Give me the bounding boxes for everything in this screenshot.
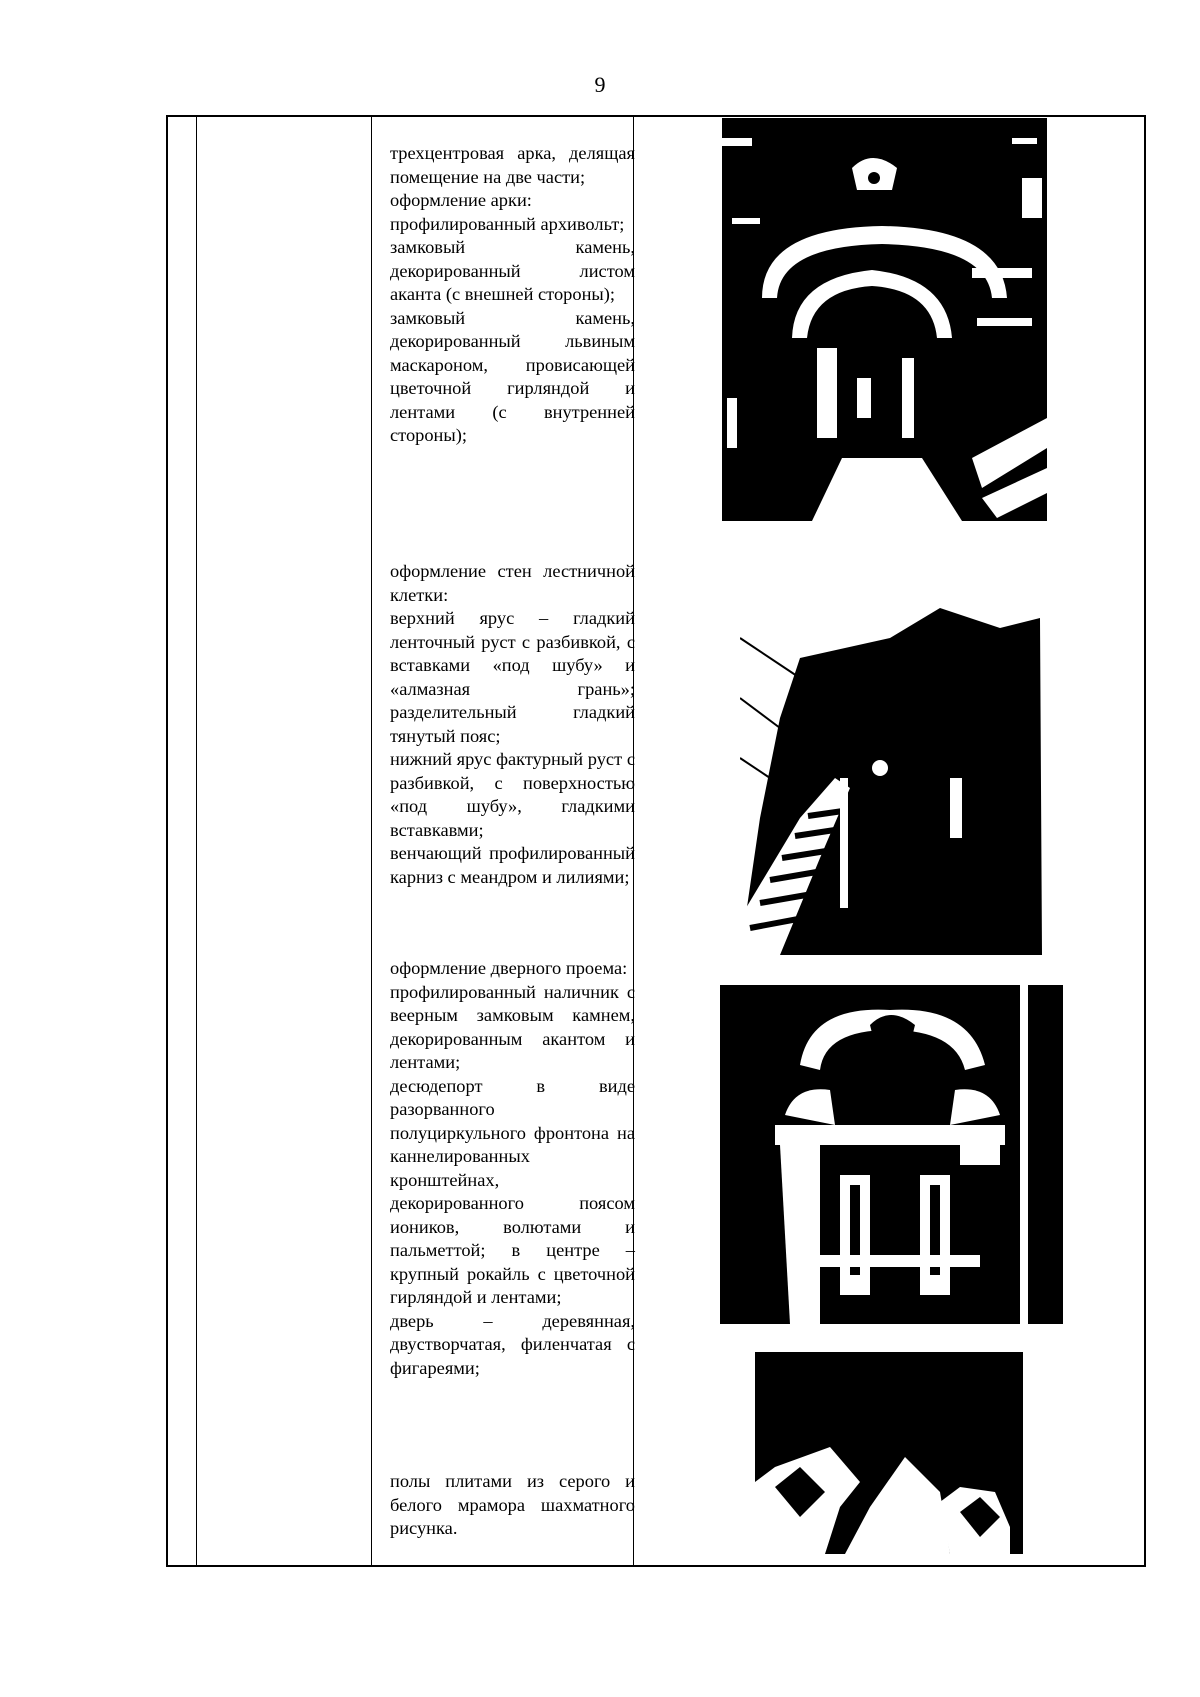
text-block-door (390, 957, 635, 1380)
text-line: верхний ярус – гладкий ленточный руст с разбивкой, с вставками «под шубу» и «алмазная грань»; разделительный гладкий тянутый пояс; (390, 608, 635, 746)
text-line: трехцентровая арка, делящая помещение на две части; (390, 143, 635, 187)
text-line: дверь – деревянная, двустворчатая, филенчатая с фигареями; (390, 1310, 635, 1378)
text-line: оформление дверного проема: (390, 958, 628, 978)
text-block-floor (390, 1470, 635, 1541)
text-line: венчающий профилированный карниз с меандром и лилиями; (390, 843, 635, 887)
column-divider (371, 117, 372, 1565)
text-line: профилированный архивольт; (390, 213, 625, 234)
text-line: полы плитами из серого и белого мрамора шахматного рисунка. (390, 1471, 635, 1538)
page-number: 9 (594, 72, 606, 97)
column-divider (196, 117, 197, 1565)
text-line: нижний ярус фактурный руст с разбивкой, с поверхностью «под шубу», гладкими вставкавми; (390, 749, 635, 840)
text-line: замковый камень, декорированный львиным маскароном, провисающей цветочной гирляндой и лентами (с внутренней стороны); (390, 307, 635, 445)
text-line: десюдепорт в виде разорванного полуциркульного фронтона на каннелированных кронштейнах, декорированного поясом иоников, волютами и пальметтой; в центре – крупный рокайль с цветочной гирляндой и лентами; (390, 1075, 635, 1307)
text-line: профилированный наличник с веерным замковым камнем, декорированным акантом и лентами; (390, 981, 635, 1072)
text-block-arch (390, 142, 635, 448)
text-line: оформление арки: (390, 190, 532, 210)
text-line: замковый камень, декорированный листом аканта (с внешней стороны); (390, 237, 635, 304)
arch-interior-photo (722, 118, 1047, 521)
text-block-staircase (390, 560, 635, 889)
door-portal-photo (720, 985, 1063, 1324)
text-line: оформление стен лестничной клетки: (390, 561, 635, 605)
marble-floor-photo (755, 1352, 1023, 1554)
staircase-photo (740, 598, 1042, 955)
